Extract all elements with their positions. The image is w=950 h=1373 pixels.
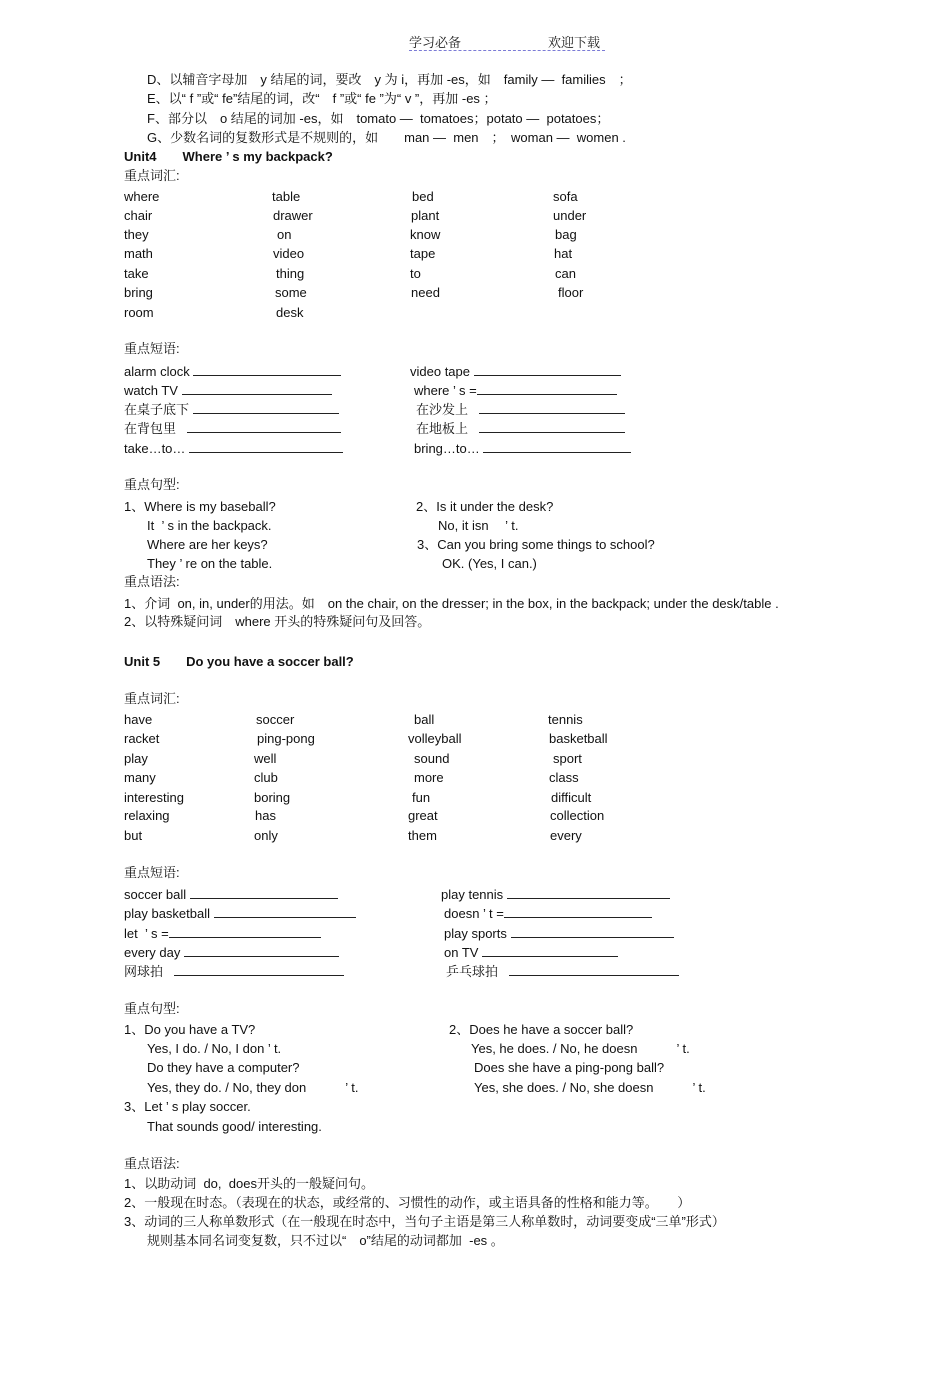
phrase-text: play tennis (441, 887, 504, 902)
phrase-row (124, 886, 338, 903)
phrase-text: soccer ball (124, 887, 187, 902)
phrase-text: play basketball (124, 906, 210, 921)
vocab-word: racket (124, 731, 160, 746)
vocab-word: need (411, 285, 440, 300)
grammar-line: 1、以助动词 do, does开头的一般疑问句。 (124, 1176, 374, 1191)
answer-blank[interactable] (189, 440, 343, 453)
phrase-text: video tape (410, 364, 470, 379)
vocab-word: play (124, 751, 148, 766)
vocab-word: chair (124, 208, 153, 223)
phrase-row (124, 401, 339, 418)
answer-blank[interactable] (482, 944, 618, 957)
phrase-row (124, 440, 343, 457)
vocab-word: sport (553, 751, 582, 766)
vocab-word: sound (414, 751, 450, 766)
vocab-word: has (255, 808, 276, 823)
sentence-line: They ’ re on the table. (147, 556, 273, 571)
unit5-phrase-heading: 重点短语: (124, 865, 180, 880)
unit4-vocab-heading: 重点词汇: (124, 168, 180, 183)
unit5-title: Unit 5 Do you have a soccer ball? (124, 654, 354, 669)
page-header (409, 32, 605, 51)
phrase-text: 网球拍 (124, 964, 164, 979)
vocab-word: them (408, 828, 437, 843)
phrase-text: take…to… (124, 441, 186, 456)
vocab-word: under (553, 208, 587, 223)
phrase-text: 乒乓球拍 (446, 964, 499, 979)
rule-line: F、部分以 o 结尾的词加 -es，如 tomato — tomatoes；potato — potatoes； (147, 111, 610, 126)
phrase-row (124, 363, 341, 380)
vocab-word: they (124, 227, 149, 242)
unit5-vocab-heading: 重点词汇: (124, 691, 180, 706)
vocab-word: collection (550, 808, 605, 823)
phrase-row (124, 963, 344, 980)
phrase-text: 在地板上 (416, 421, 469, 436)
grammar-line: 2、一般现在时态。（表现在的状态，或经常的、习惯性的动作，或主语具备的性格和能力等。 ） (124, 1195, 691, 1210)
answer-blank[interactable] (193, 401, 339, 414)
vocab-word: class (549, 770, 579, 785)
vocab-word: hat (554, 246, 573, 261)
phrase-row (414, 382, 617, 399)
vocab-word: ball (414, 712, 435, 727)
sentence-line: 2、Is it under the desk? (416, 499, 554, 514)
vocab-word: only (254, 828, 278, 843)
answer-blank[interactable] (174, 963, 344, 976)
phrase-row (124, 420, 341, 437)
phrase-row (416, 401, 625, 418)
phrase-row (446, 963, 679, 980)
phrase-text: every day (124, 945, 181, 960)
vocab-word: where (124, 189, 160, 204)
rule-line: E、以“ f ”或“ fe”结尾的词，改“ f ”或“ fe ”为“ v ”，再加 -es ； (147, 91, 497, 106)
unit4-title: Unit4 Where ’ s my backpack? (124, 149, 333, 164)
answer-blank[interactable] (169, 925, 321, 938)
answer-blank[interactable] (511, 925, 674, 938)
vocab-word: boring (254, 790, 291, 805)
grammar-line: 2、以特殊疑问词 where 开头的特殊疑问句及回答。 (124, 614, 431, 629)
answer-blank[interactable] (190, 886, 338, 899)
vocab-word: some (275, 285, 307, 300)
sentence-line: Yes, they do. / No, they don ’ t. (147, 1080, 359, 1095)
sentence-line: Yes, she does. / No, she doesn ’ t. (474, 1080, 706, 1095)
phrase-row (444, 925, 674, 942)
vocab-word: every (550, 828, 582, 843)
sentence-line: Do they have a computer? (147, 1060, 300, 1075)
unit5-grammar-heading: 重点语法: (124, 1156, 180, 1171)
vocab-word: more (414, 770, 444, 785)
phrase-row (416, 420, 625, 437)
unit4-sentence-heading: 重点句型: (124, 477, 180, 492)
vocab-word: room (124, 305, 154, 320)
vocab-word: basketball (549, 731, 608, 746)
sentence-line: That sounds good/ interesting. (147, 1119, 322, 1134)
vocab-word: soccer (256, 712, 295, 727)
header-left-text: 学习必备 (409, 35, 462, 50)
phrase-text: watch TV (124, 383, 178, 398)
vocab-word: can (555, 266, 576, 281)
grammar-line: 3、动词的三人称单数形式（在一般现在时态中，当句子主语是第三人称单数时，动词要变成“三单”形式） (124, 1214, 725, 1229)
phrase-text: play sports (444, 926, 507, 941)
phrase-text: where ’ s = (414, 383, 477, 398)
phrase-row (444, 944, 618, 961)
answer-blank[interactable] (184, 944, 339, 957)
vocab-word: club (254, 770, 278, 785)
phrase-row (444, 905, 652, 922)
answer-blank[interactable] (187, 420, 341, 433)
grammar-line: 1、介词 on, in, under的用法。如 on the chair, on the dresser; in the box, in the backpack; under the desk/table . (124, 596, 779, 611)
rule-line: D、以辅音字母加 y 结尾的词，要改 y 为 i，再加 -es，如 family — families ； (147, 72, 632, 87)
vocab-word: difficult (551, 790, 592, 805)
answer-blank[interactable] (479, 401, 625, 414)
sentence-line: Yes, he does. / No, he doesn ’ t. (471, 1041, 690, 1056)
sentence-line: Does she have a ping-pong ball? (474, 1060, 665, 1075)
vocab-word: on (277, 227, 292, 242)
sentence-line: It ’ s in the backpack. (147, 518, 272, 533)
sentence-line: 3、Can you bring some things to school? (417, 537, 655, 552)
vocab-word: math (124, 246, 153, 261)
vocab-word: table (272, 189, 301, 204)
phrase-row (410, 363, 621, 380)
vocab-word: ping-pong (257, 731, 315, 746)
phrase-text: 在桌子底下 (124, 402, 190, 417)
vocab-word: bed (412, 189, 434, 204)
phrase-text: 在沙发上 (416, 402, 469, 417)
vocab-word: floor (558, 285, 584, 300)
phrase-text: on TV (444, 945, 479, 960)
sentence-line: Where are her keys? (147, 537, 268, 552)
vocab-word: volleyball (408, 731, 462, 746)
vocab-word: have (124, 712, 153, 727)
answer-blank[interactable] (477, 382, 617, 395)
sentence-line: 3、Let ’ s play soccer. (124, 1099, 251, 1114)
phrase-row (124, 905, 356, 922)
phrase-text: alarm clock (124, 364, 190, 379)
phrase-text: 在背包里 (124, 421, 177, 436)
grammar-line: 规则基本同名词变复数，只不过以“ o”结尾的动词都加 -es 。 (147, 1233, 504, 1248)
vocab-word: relaxing (124, 808, 170, 823)
vocab-word: bring (124, 285, 153, 300)
vocab-word: tennis (548, 712, 583, 727)
answer-blank[interactable] (474, 363, 621, 376)
sentence-line: 1、Where is my baseball? (124, 499, 276, 514)
sentence-line: 1、Do you have a TV? (124, 1022, 256, 1037)
unit4-grammar-heading: 重点语法: (124, 574, 180, 589)
sentence-line: Yes, I do. / No, I don ’ t. (147, 1041, 282, 1056)
vocab-word: tape (410, 246, 436, 261)
vocab-word: interesting (124, 790, 184, 805)
vocab-word: to (410, 266, 421, 281)
vocab-word: thing (276, 266, 305, 281)
vocab-word: desk (276, 305, 304, 320)
phrase-row (124, 944, 339, 961)
answer-blank[interactable] (507, 886, 670, 899)
phrase-text: let ’ s = (124, 926, 169, 941)
phrase-row (124, 382, 332, 399)
vocab-word: take (124, 266, 149, 281)
answer-blank[interactable] (504, 905, 652, 918)
vocab-word: bag (555, 227, 577, 242)
unit4-phrase-heading: 重点短语: (124, 341, 180, 356)
phrase-text: bring…to… (414, 441, 480, 456)
answer-blank[interactable] (214, 905, 356, 918)
phrase-row (414, 440, 631, 457)
vocab-word: fun (412, 790, 431, 805)
vocab-word: great (408, 808, 438, 823)
vocab-word: know (410, 227, 441, 242)
phrase-row (441, 886, 670, 903)
answer-blank[interactable] (479, 420, 625, 433)
sentence-line: 2、Does he have a soccer ball? (449, 1022, 634, 1037)
unit5-sentence-heading: 重点句型: (124, 1001, 180, 1016)
rule-line: G、少数名词的复数形式是不规则的，如 man — men ； woman — women . (147, 130, 626, 145)
header-right-text: 欢迎下载 (548, 35, 601, 50)
vocab-word: sofa (553, 189, 578, 204)
answer-blank[interactable] (193, 363, 341, 376)
vocab-word: video (273, 246, 305, 261)
sentence-line: OK. (Yes, I can.) (442, 556, 537, 571)
phrase-row (124, 925, 321, 942)
answer-blank[interactable] (509, 963, 679, 976)
vocab-word: well (254, 751, 277, 766)
answer-blank[interactable] (182, 382, 332, 395)
sentence-line: No, it isn ’ t. (438, 518, 519, 533)
answer-blank[interactable] (483, 440, 631, 453)
vocab-word: drawer (273, 208, 313, 223)
phrase-text: doesn ’ t = (444, 906, 504, 921)
vocab-word: many (124, 770, 156, 785)
vocab-word: but (124, 828, 143, 843)
vocab-word: plant (411, 208, 440, 223)
